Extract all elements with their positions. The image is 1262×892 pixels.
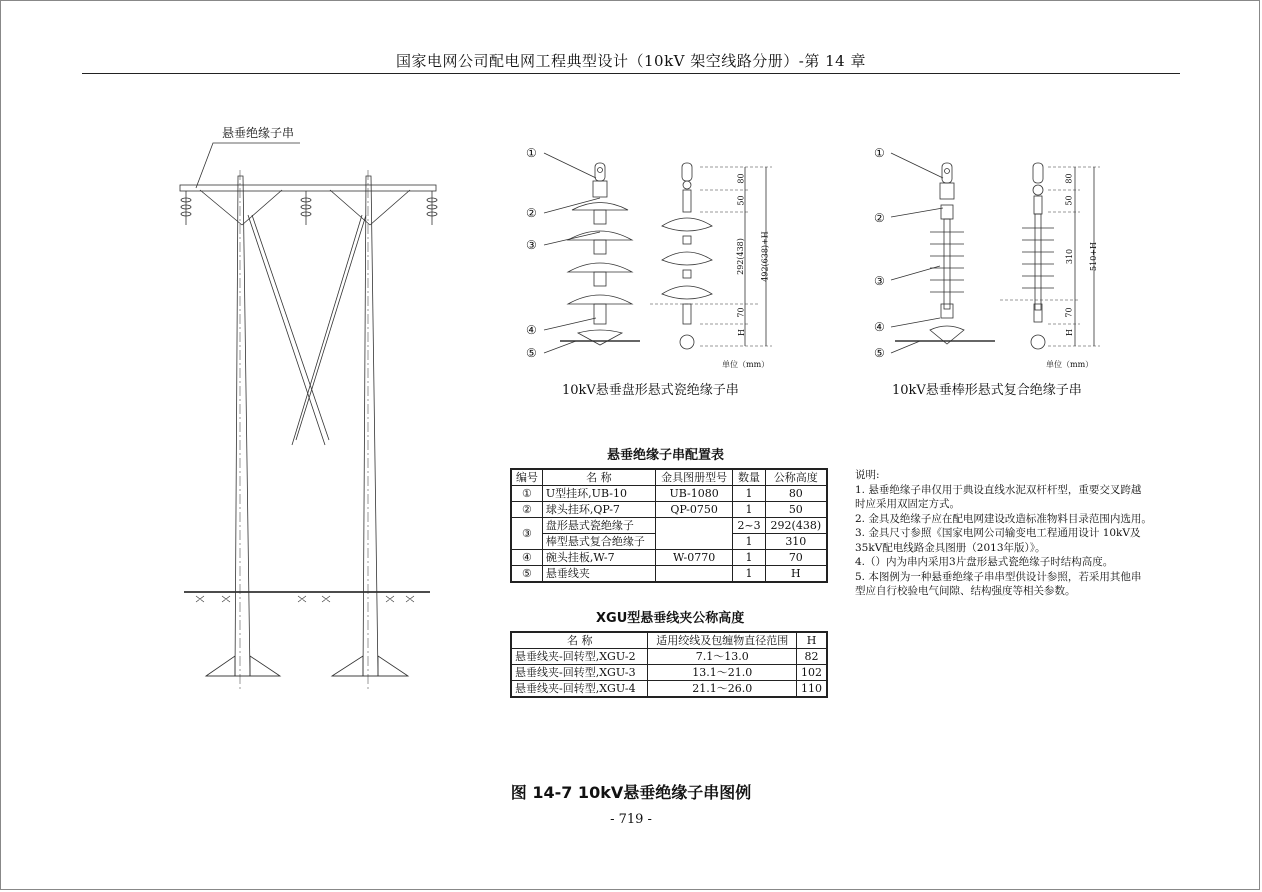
table-row xyxy=(511,649,827,665)
cell-qty: 1 xyxy=(733,550,765,566)
dim-80: 80 xyxy=(736,173,746,184)
double-pole-drawing xyxy=(180,143,437,690)
cell-name: 球头挂环,QP-7 xyxy=(542,502,655,518)
cell-name: 碗头挂板,W-7 xyxy=(542,550,655,566)
cell-qty: 1 xyxy=(733,534,765,550)
note-line: 4.（）内为串内采用3片盘形悬式瓷绝缘子时结构高度。 xyxy=(855,556,1114,568)
cell-range: 13.1～21.0 xyxy=(648,665,797,681)
callout-5: ⑤ xyxy=(526,346,537,360)
porcelain-caption: 10kV悬垂盘形悬式瓷绝缘子串 xyxy=(562,383,739,398)
col-header: 名 称 xyxy=(511,632,648,649)
cell-name: 悬垂线夹 xyxy=(542,566,655,583)
dim-total: 510+H xyxy=(1088,242,1098,271)
composite-caption: 10kV悬垂棒形悬式复合绝缘子串 xyxy=(892,383,1082,398)
cell-model xyxy=(655,566,733,583)
clamp-table-title: XGU型悬垂线夹公称高度 xyxy=(596,611,745,626)
table-row xyxy=(511,681,827,698)
unit-label: 单位（mm） xyxy=(722,360,770,369)
composite-string-side-view xyxy=(1000,163,1100,349)
note-line: 1. 悬垂绝缘子串仅用于典设直线水泥双杆杆型，重要交叉跨越 xyxy=(855,483,1142,496)
cell-name: U型挂环,UB-10 xyxy=(542,486,655,502)
cell-name: 悬垂线夹-回转型,XGU-4 xyxy=(511,681,648,698)
note-line: 2. 金具及绝缘子应在配电网建设改造标准物料目录范围内选用。 xyxy=(855,512,1152,525)
col-header: 数量 xyxy=(733,469,765,486)
col-header: 适用绞线及包缠物直径范围 xyxy=(648,632,797,649)
col-header: 名 称 xyxy=(542,469,655,486)
cell-model: UB-1080 xyxy=(655,486,733,502)
cell-no: ④ xyxy=(511,550,542,566)
figure-caption: 图 14-7 10kV悬垂绝缘子串图例 xyxy=(510,783,752,802)
table-row xyxy=(511,502,827,518)
dim-50: 50 xyxy=(1064,195,1074,206)
cell-height: H xyxy=(765,566,827,583)
dim-80: 80 xyxy=(1064,173,1074,184)
cell-no: ② xyxy=(511,502,542,518)
page-number: - 719 - xyxy=(610,812,652,827)
dim-total: 492(638)+H xyxy=(760,231,770,282)
callout-3: ③ xyxy=(874,274,885,288)
cell-model: QP-0750 xyxy=(655,502,733,518)
porcelain-string-drawing xyxy=(544,153,640,353)
callout-4: ④ xyxy=(874,320,885,334)
cell-h: 82 xyxy=(797,649,827,665)
col-header: H xyxy=(797,632,827,649)
config-table-title: 悬垂绝缘子串配置表 xyxy=(607,448,725,463)
notes-title: 说明: xyxy=(855,469,880,481)
table-header-row xyxy=(511,469,827,486)
unit-label: 单位（mm） xyxy=(1046,360,1094,369)
header-title: 国家电网公司配电网工程典型设计（10kV 架空线路分册）-第 14 章 xyxy=(396,52,866,70)
note-line: 型应自行校验电气间隙、结构强度等相关参数。 xyxy=(855,585,1076,597)
table-row xyxy=(511,518,827,534)
callout-3: ③ xyxy=(526,238,537,252)
col-header: 公称高度 xyxy=(765,469,827,486)
dim-h: H xyxy=(736,329,746,336)
dim-70: 70 xyxy=(736,307,746,318)
cell-height: 80 xyxy=(765,486,827,502)
cell-range: 21.1～26.0 xyxy=(648,681,797,698)
cell-no: ① xyxy=(511,486,542,502)
dim-70: 70 xyxy=(1064,307,1074,318)
cell-qty: 1 xyxy=(733,486,765,502)
callout-5: ⑤ xyxy=(874,346,885,360)
config-table xyxy=(510,468,828,583)
cell-qty: 1 xyxy=(733,502,765,518)
cell-no: ③ xyxy=(511,518,542,550)
crossarm-insulators xyxy=(181,191,437,225)
cell-height: 310 xyxy=(765,534,827,550)
note-line: 3. 金具尺寸参照《国家电网公司输变电工程通用设计 10kV及 xyxy=(855,527,1141,539)
callout-4: ④ xyxy=(526,323,537,337)
table-header-row xyxy=(511,632,827,649)
left-pole xyxy=(235,176,250,676)
dim-292: 292(438) xyxy=(735,238,745,275)
note-line: 时应采用双固定方式。 xyxy=(855,498,960,510)
dim-h: H xyxy=(1064,329,1074,336)
col-header: 编号 xyxy=(511,469,542,486)
cell-qty: 2~3 xyxy=(733,518,765,534)
table-row xyxy=(511,566,827,583)
cell-model: W-0770 xyxy=(655,550,733,566)
notes-block xyxy=(855,468,1155,599)
cell-model xyxy=(655,518,733,550)
callout-1: ① xyxy=(526,146,537,160)
cell-name: 盘形悬式瓷绝缘子 xyxy=(542,518,655,534)
right-pole xyxy=(363,176,378,676)
porcelain-string-side-view xyxy=(650,163,772,349)
table-row xyxy=(511,550,827,566)
table-row xyxy=(511,486,827,502)
dim-50: 50 xyxy=(736,195,746,206)
insulator-string-callout: 悬垂绝缘子串 xyxy=(222,126,295,140)
clamp-table xyxy=(510,631,828,698)
callout-2: ② xyxy=(874,211,885,225)
cell-name: 悬垂线夹-回转型,XGU-3 xyxy=(511,665,648,681)
cell-no: ⑤ xyxy=(511,566,542,583)
cell-h: 110 xyxy=(797,681,827,698)
dim-310: 310 xyxy=(1065,248,1075,265)
cell-height: 50 xyxy=(765,502,827,518)
cell-range: 7.1～13.0 xyxy=(648,649,797,665)
callout-2: ② xyxy=(526,206,537,220)
composite-string-drawing xyxy=(891,153,995,353)
cell-name: 悬垂线夹-回转型,XGU-2 xyxy=(511,649,648,665)
note-line: 35kV配电线路金具图册（2013年版）》。 xyxy=(855,541,1046,554)
cell-name: 棒型悬式复合绝缘子 xyxy=(542,534,655,550)
cell-height: 70 xyxy=(765,550,827,566)
cell-height: 292(438) xyxy=(765,518,827,534)
cell-h: 102 xyxy=(797,665,827,681)
cell-qty: 1 xyxy=(733,566,765,583)
col-header: 金具图册型号 xyxy=(655,469,733,486)
table-row xyxy=(511,665,827,681)
note-line: 5. 本图例为一种悬垂绝缘子串串型供设计参照，若采用其他串 xyxy=(855,570,1142,583)
callout-1: ① xyxy=(874,146,885,160)
